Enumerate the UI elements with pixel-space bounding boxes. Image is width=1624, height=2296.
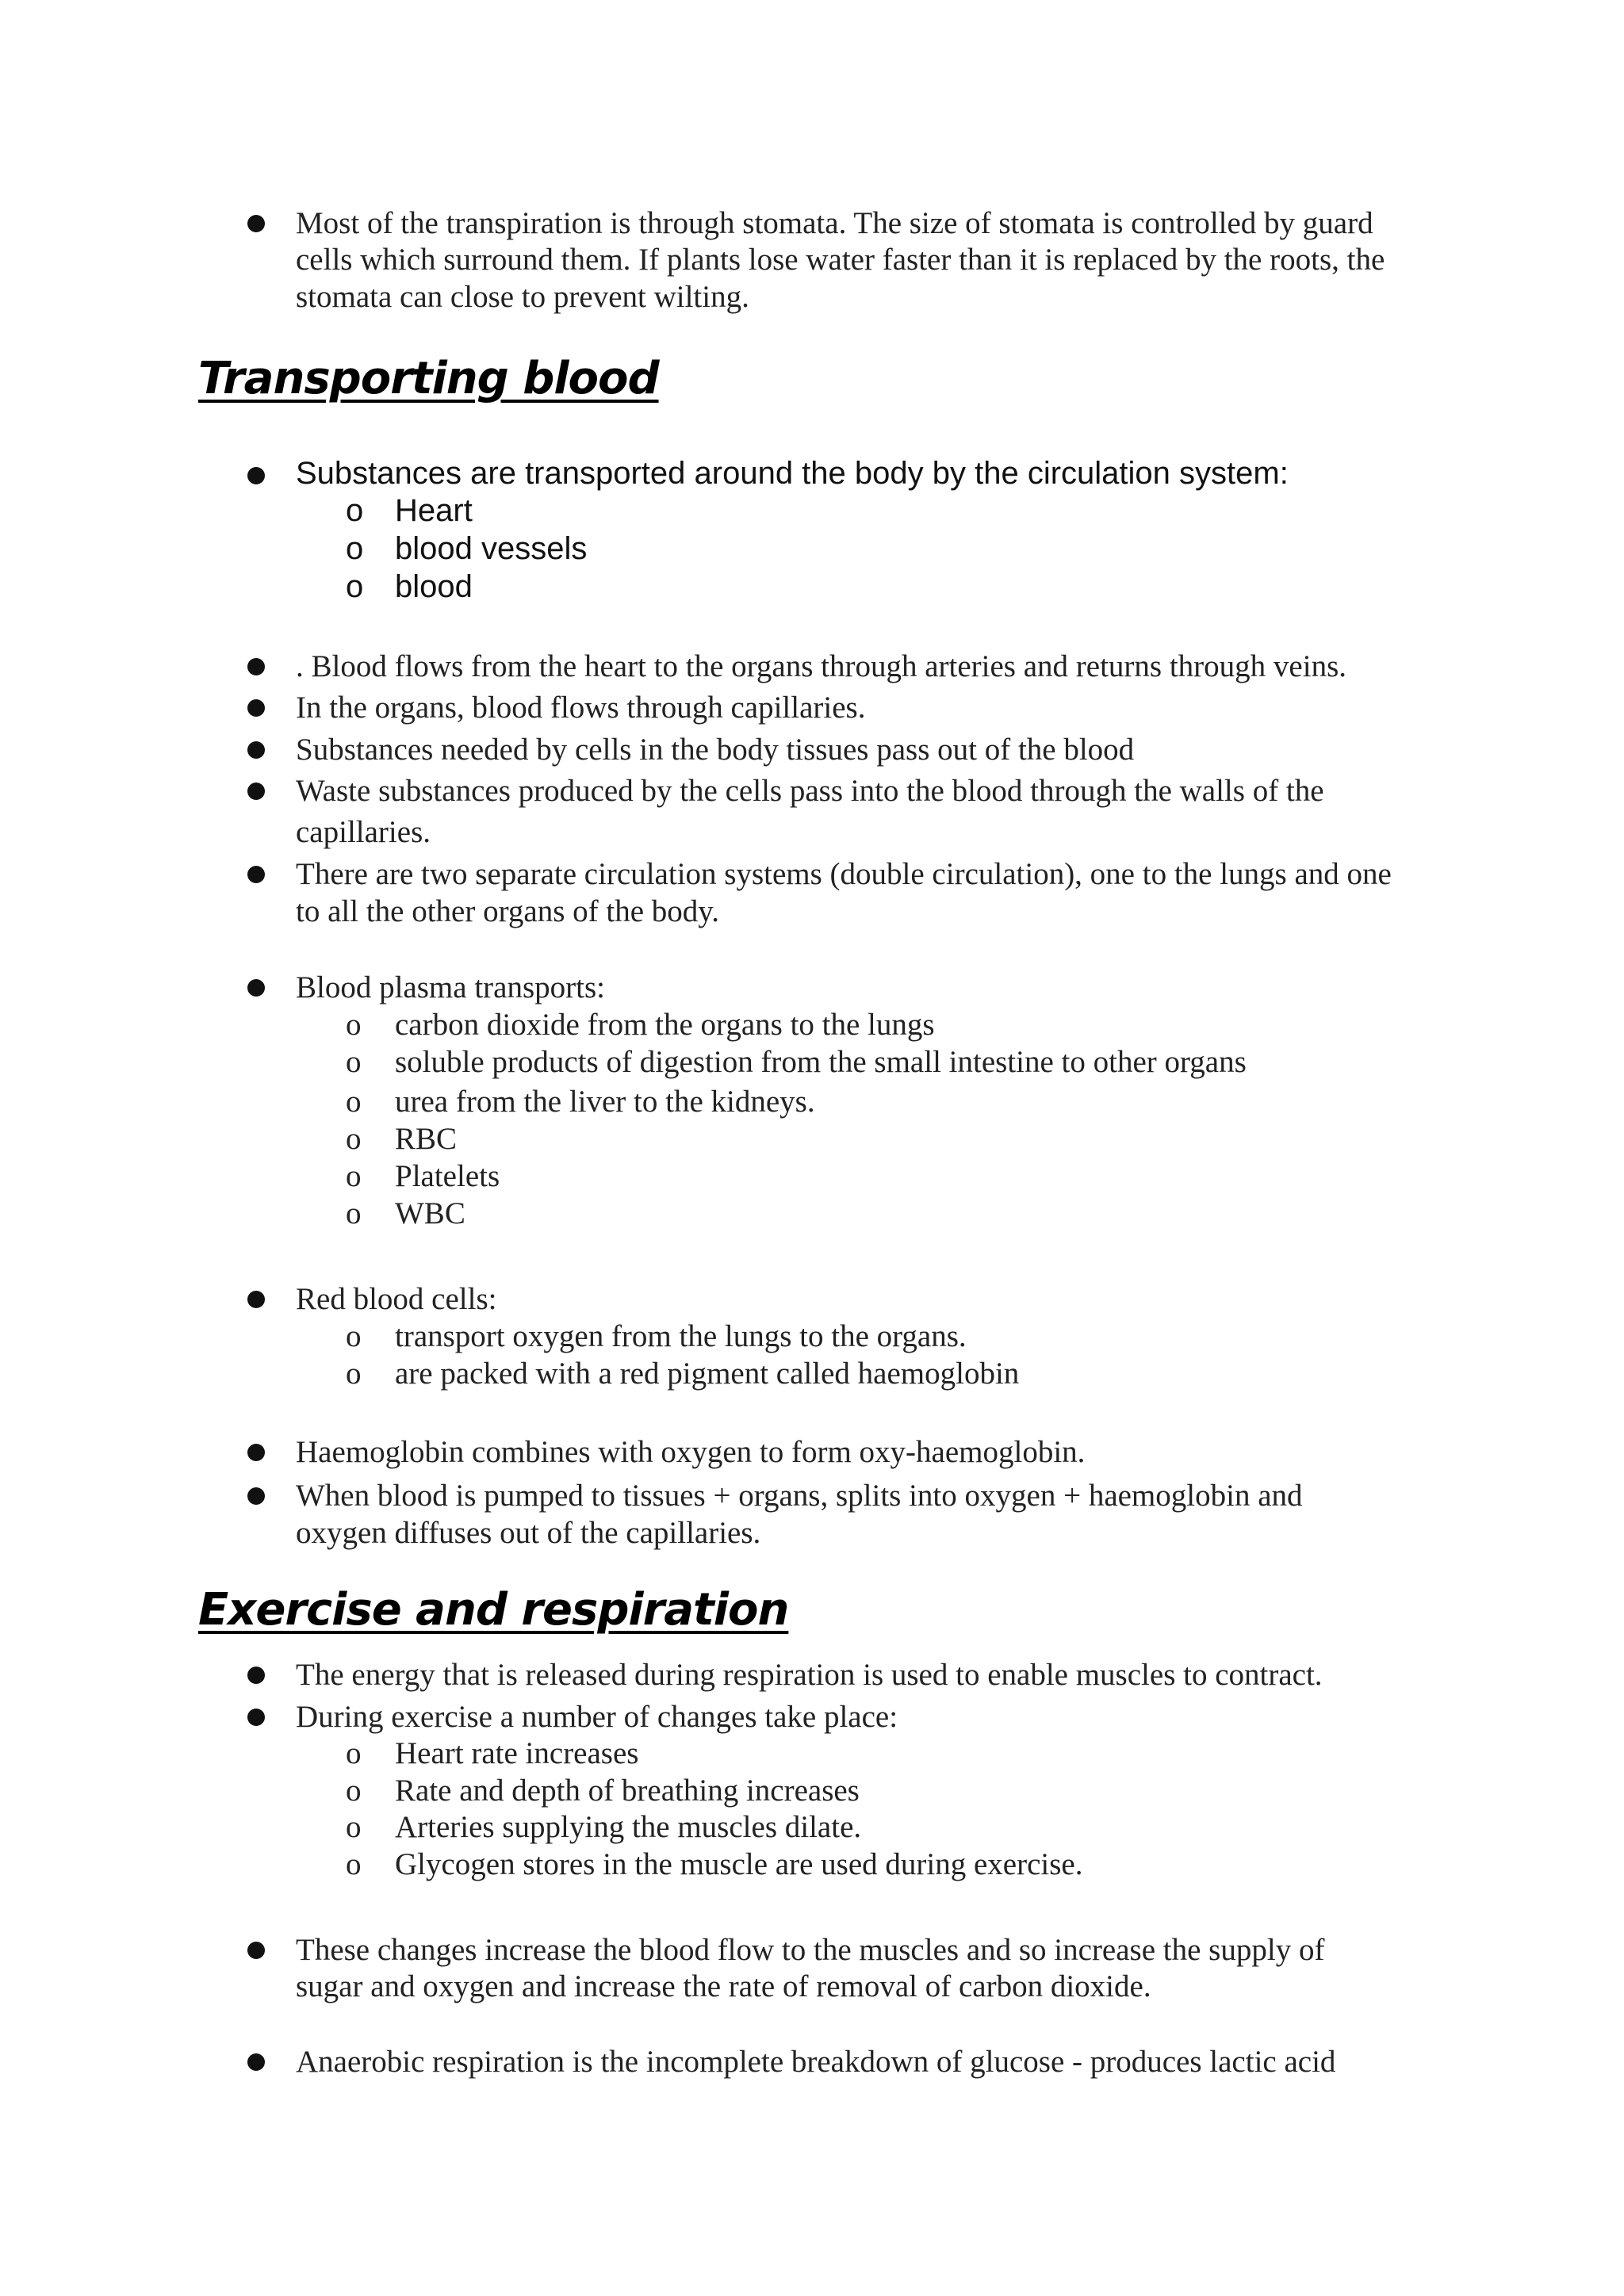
- sub-bullet-icon: o: [346, 1319, 362, 1353]
- sub-bullet-icon: o: [346, 1357, 362, 1391]
- sub-bullet-icon: o: [346, 1008, 362, 1042]
- bullet-dot-icon: [247, 1667, 265, 1684]
- bullet-text: Substances needed by cells in the body tissues pass out of the blood: [296, 733, 1135, 767]
- sub-bullet-icon: o: [346, 1085, 362, 1119]
- bullet-text: . Blood flows from the heart to the organs through arteries and returns through veins.: [296, 649, 1346, 683]
- list-item: Heart rate increases: [395, 1736, 639, 1770]
- list-item: transport oxygen from the lungs to the organs.: [395, 1319, 967, 1353]
- bullet-dot-icon: [247, 783, 265, 800]
- bullet-text: sugar and oxygen and increase the rate of removal of carbon dioxide.: [296, 1969, 1151, 2003]
- bullet-text: Haemoglobin combines with oxygen to form oxy-haemoglobin.: [296, 1435, 1086, 1469]
- bullet-dot-icon: [247, 658, 265, 675]
- list-item: blood: [395, 569, 473, 604]
- intro-line: Most of the transpiration is through stomata. The size of stomata is controlled by guard: [296, 206, 1373, 240]
- sub-bullet-icon: o: [346, 1810, 362, 1844]
- sub-bullet-icon: o: [346, 493, 364, 528]
- list-item: carbon dioxide from the organs to the lungs: [395, 1008, 935, 1042]
- sub-bullet-icon: o: [346, 1122, 362, 1156]
- sub-bullet-icon: o: [346, 1045, 362, 1079]
- bullet-dot-icon: [247, 2053, 265, 2071]
- sub-bullet-icon: o: [346, 531, 364, 566]
- bullet-text: These changes increase the blood flow to the muscles and so increase the supply of: [296, 1933, 1325, 1967]
- section-heading-transporting-blood: Transporting blood: [198, 353, 659, 404]
- bullet-dot-icon: [247, 741, 265, 759]
- bullet-dot-icon: [247, 979, 265, 997]
- list-item: Rate and depth of breathing increases: [395, 1774, 860, 1808]
- bullet-dot-icon: [247, 467, 265, 484]
- bullet-dot-icon: [247, 1487, 265, 1505]
- list-item: blood vessels: [395, 531, 588, 566]
- list-item: Glycogen stores in the muscle are used during exercise.: [395, 1847, 1083, 1881]
- intro-line: cells which surround them. If plants lose water faster than it is replaced by the roots, the: [296, 243, 1385, 277]
- section-heading-exercise-and-respiration: Exercise and respiration: [198, 1584, 789, 1636]
- list-item: soluble products of digestion from the small intestine to other organs: [395, 1045, 1247, 1079]
- sub-bullet-icon: o: [346, 569, 364, 604]
- sub-bullet-icon: o: [346, 1736, 362, 1770]
- plasma-intro: Blood plasma transports:: [296, 970, 605, 1004]
- bullet-text: The energy that is released during respiration is used to enable muscles to contract.: [296, 1658, 1323, 1692]
- bullet-text: In the organs, blood flows through capillaries.: [296, 691, 866, 725]
- list-item: Heart: [395, 493, 473, 528]
- bullet-text: capillaries.: [296, 815, 431, 849]
- bullet-text: to all the other organs of the body.: [296, 894, 719, 928]
- list-item: WBC: [395, 1196, 465, 1230]
- intro-line: stomata can close to prevent wilting.: [296, 280, 749, 314]
- list-item: RBC: [395, 1122, 458, 1156]
- bullet-dot-icon: [247, 866, 265, 883]
- list-item: Platelets: [395, 1159, 500, 1193]
- bullet-text: During exercise a number of changes take place:: [296, 1700, 898, 1734]
- circulation-intro: Substances are transported around the body by the circulation system:: [296, 456, 1289, 491]
- list-item: urea from the liver to the kidneys.: [395, 1085, 815, 1119]
- bullet-dot-icon: [247, 1709, 265, 1726]
- bullet-text: When blood is pumped to tissues + organs, splits into oxygen + haemoglobin and: [296, 1479, 1303, 1513]
- bullet-text: Waste substances produced by the cells pass into the blood through the walls of the: [296, 774, 1324, 808]
- rbc-intro: Red blood cells:: [296, 1282, 497, 1316]
- sub-bullet-icon: o: [346, 1847, 362, 1881]
- sub-bullet-icon: o: [346, 1774, 362, 1808]
- sub-bullet-icon: o: [346, 1196, 362, 1230]
- bullet-text: oxygen diffuses out of the capillaries.: [296, 1516, 761, 1550]
- bullet-dot-icon: [247, 699, 265, 717]
- bullet-text: Anaerobic respiration is the incomplete breakdown of glucose - produces lactic acid: [296, 2045, 1336, 2079]
- bullet-dot-icon: [247, 1942, 265, 1959]
- list-item: Arteries supplying the muscles dilate.: [395, 1810, 862, 1844]
- sub-bullet-icon: o: [346, 1159, 362, 1193]
- bullet-dot-icon: [247, 1444, 265, 1461]
- bullet-text: There are two separate circulation systems (double circulation), one to the lungs and one: [296, 857, 1392, 891]
- bullet-dot-icon: [247, 215, 265, 232]
- bullet-dot-icon: [247, 1291, 265, 1308]
- list-item: are packed with a red pigment called haemoglobin: [395, 1357, 1020, 1391]
